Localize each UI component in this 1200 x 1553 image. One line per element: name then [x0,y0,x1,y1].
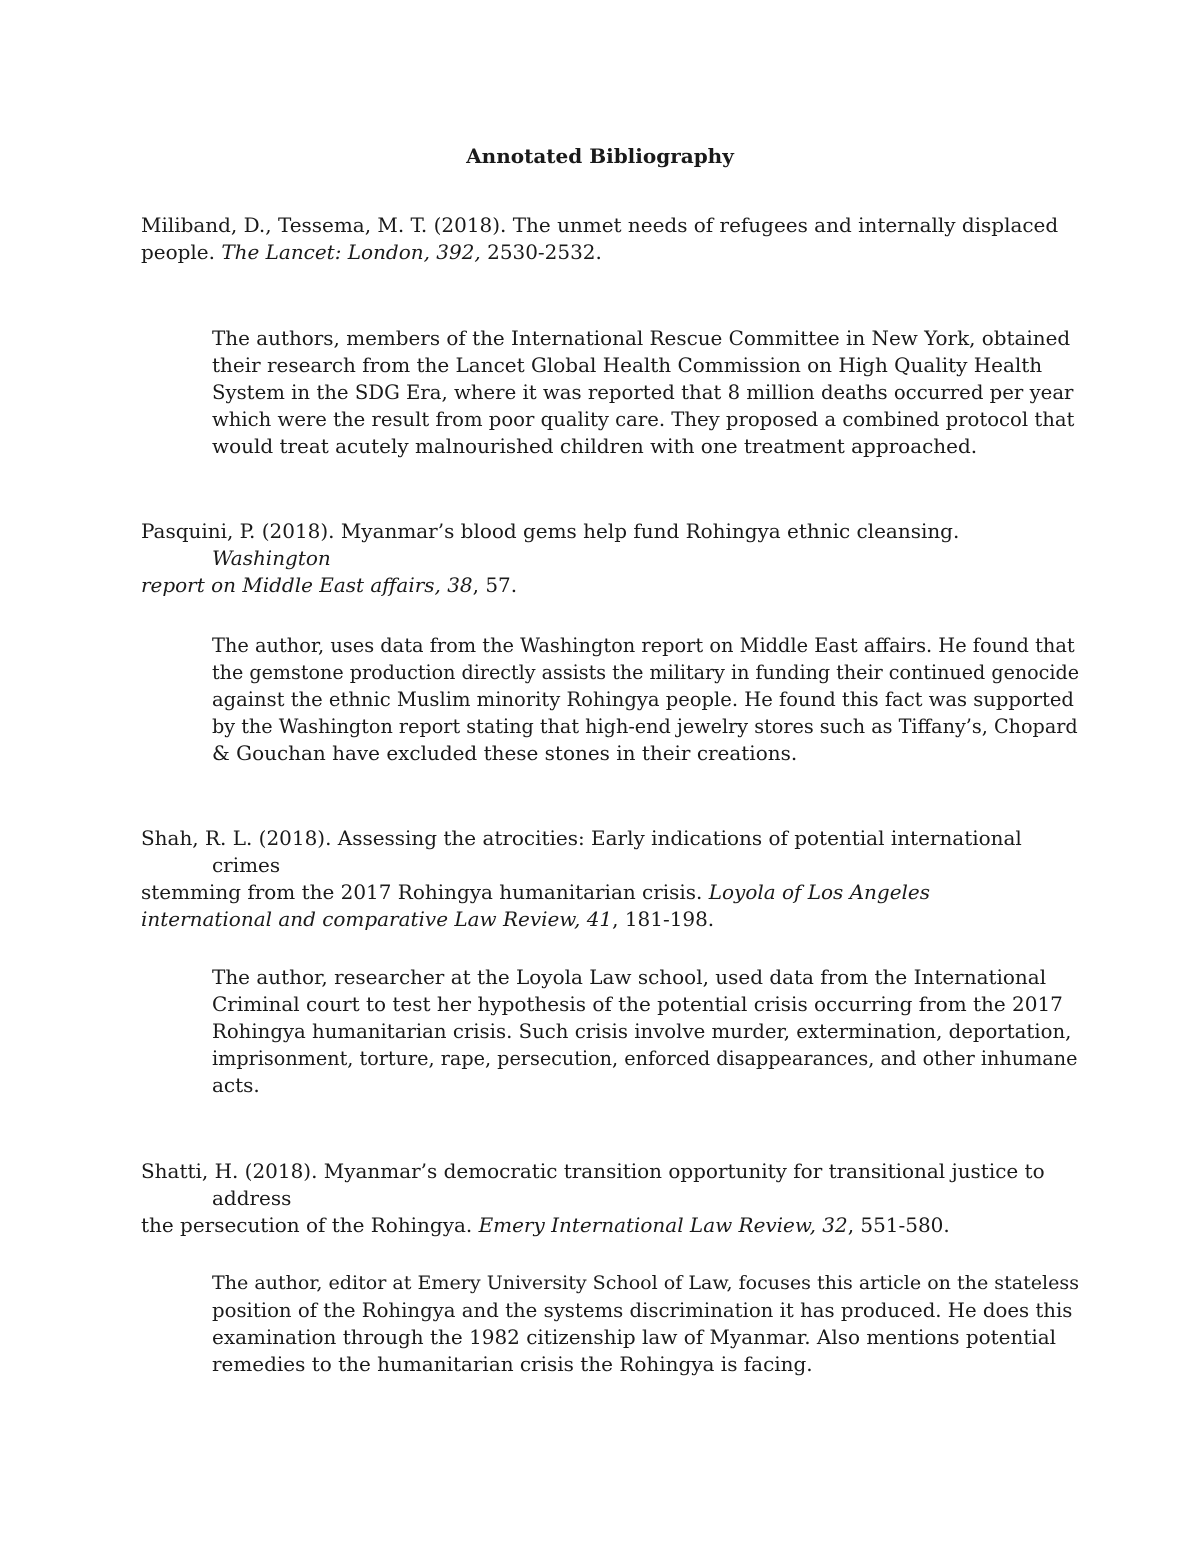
annotation-block [141,1270,1079,1378]
citation-text: people. [141,240,222,264]
annotation-block [141,964,1078,1099]
citation-line: Miliband, D., Tessema, M. T. (2018). The unmet needs of refugees and internally displaced [141,213,1059,237]
annotation-line: the gemstone production directly assists the military in funding their continued genocide [212,661,1080,684]
citation-line [141,1212,1071,1239]
citation [141,212,1071,266]
citation-line: Shatti, H. (2018). Myanmar’s democratic transition opportunity for transitional justice to address [141,1159,1045,1210]
citation-text: Pasquini, P. (2018). Myanmar’s blood gems help fund Rohingya ethnic cleansing. [141,519,960,543]
citation-line [141,239,1071,266]
journal-title: Loyola of Los Angeles [708,880,930,904]
citation [141,1158,1071,1239]
journal-title: Emery International Law Review, 32 [478,1213,848,1237]
annotation-block [141,325,1075,460]
annotation-line: which were the result from poor quality care. They proposed a combined protocol that [212,408,1075,431]
annotation-line: The authors, members of the International Rescue Committee in New York, obtained [212,327,1071,350]
annotation-line: position of the Rohingya and the systems discrimination it has produced. He does this [212,1299,1073,1322]
annotation-block [141,632,1080,767]
bibliography-entry [141,212,1071,266]
bibliography-entry [141,825,1071,933]
citation-pages: , 181-198. [612,907,715,931]
journal-title: Washington [212,546,331,570]
annotation-line: & Gouchan have excluded these stones in their creations. [212,741,798,765]
annotation-line: acts. [212,1073,260,1097]
bibliography-entry [141,1158,1071,1239]
annotation-line: would treat acutely malnourished children with one treatment approached. [212,434,978,458]
annotation-line: The author, uses data from the Washington report on Middle East affairs. He found that [212,634,1075,657]
citation-text: the persecution of the Rohingya. [141,1213,479,1237]
annotation [141,1270,1079,1378]
citation [141,825,1071,933]
annotation-line: Criminal court to test her hypothesis of the potential crisis occurring from the 2017 [212,992,1063,1016]
citation-line: Shah, R. L. (2018). Assessing the atrocities: Early indications of potential international crimes [141,826,1022,877]
citation-line [141,518,1071,572]
annotation-line: System in the SDG Era, where it was reported that 8 million deaths occurred per year [212,381,1074,404]
annotation-line: their research from the Lancet Global Health Commission on High Quality Health [212,353,1043,377]
annotation-line: The author, editor at Emery University School of Law, focuses this article on the stateless [212,1272,1079,1294]
bibliography-entry [141,518,1071,599]
annotation-line: by the Washington report stating that high-end jewelry stores such as Tiffany’s, Chopard [212,715,1078,738]
citation-line [141,906,1071,933]
annotation-line: Rohingya humanitarian crisis. Such crisis involve murder, extermination, deportation, [212,1020,1072,1043]
annotation [141,632,1080,767]
annotation [141,964,1078,1099]
citation-pages: , 551-580. [847,1213,950,1237]
annotation-line: remedies to the humanitarian crisis the Rohingya is facing. [212,1352,813,1376]
annotation-line: against the ethnic Muslim minority Rohingya people. He found this fact was supported [212,688,1074,711]
citation-pages: , 57. [472,573,518,597]
annotation-line: imprisonment, torture, rape, persecution, enforced disappearances, and other inhumane [212,1047,1078,1070]
page-title: Annotated Bibliography [466,144,734,168]
annotation-line: examination through the 1982 citizenship law of Myanmar. Also mentions potential [212,1325,1057,1349]
journal-title: international and comparative Law Review, 41 [141,907,613,931]
annotation [141,325,1075,460]
journal-title: The Lancet: London, 392, [221,240,481,264]
journal-title: report on Middle East affairs, 38 [141,573,473,597]
citation-line [141,572,1071,599]
citation [141,518,1071,599]
annotation-line: The author, researcher at the Loyola Law school, used data from the International [212,965,1047,989]
citation-pages: 2530-2532. [480,240,602,264]
citation-line [141,879,1071,906]
citation-text: stemming from the 2017 Rohingya humanitarian crisis. [141,880,709,904]
